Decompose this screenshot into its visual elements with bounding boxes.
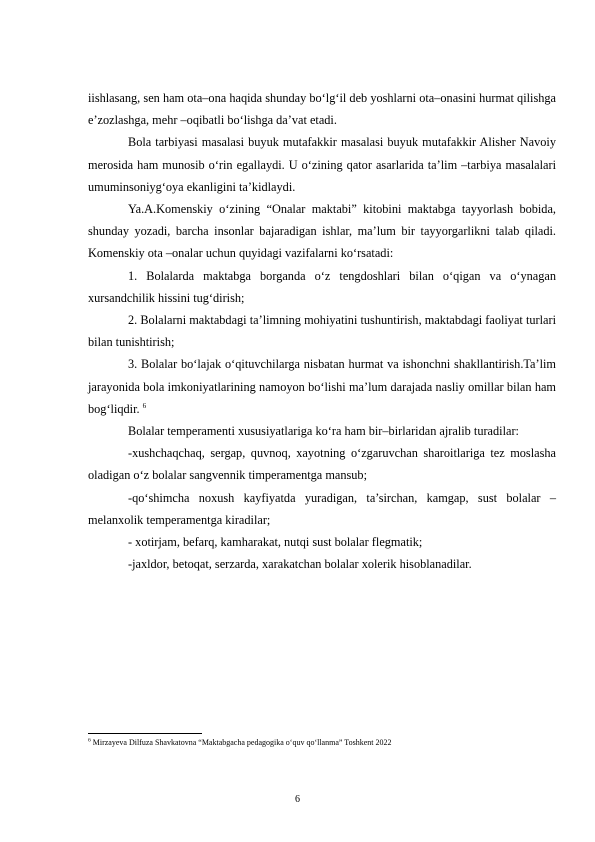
page-number: 6 xyxy=(295,794,300,805)
paragraph-6-text: 3. Bolalar bo‘lajak o‘qituvchilarga nisbatan hurmat va ishonchni shakllantirish.Ta’lim jarayonida bola imkoniyatlarining namoyon bo‘lishi ma’lum darajada nasliy omillar bilan ham bog‘liqdir. xyxy=(88,357,556,416)
paragraph-7: Bolalar temperamenti xususiyatlariga ko‘ra ham bir–birlaridan ajralib turadilar: xyxy=(128,424,519,439)
paragraph-3: Ya.A.Komenskiy o‘zining “Onalar maktabi” kitobini maktabga tayyorlash bobida, shunday yozadi, barcha insonlar bajaradigan ishlar, ma’lum bir tayyorgarlikni talab qiladi. Komenskiy ota –onalar uchun quyidagi vazifalarni ko‘rsatadi: xyxy=(88,202,556,261)
footnote-divider xyxy=(88,733,202,734)
paragraph-4: 1. Bolalarda maktabga borganda o‘z tengdoshlari bilan o‘qigan va o‘ynagan xursandchilik hissini tug‘dirish; xyxy=(88,268,556,305)
paragraph-11: -jaxldor, betoqat, serzarda, xarakatchan bolalar xolerik hisoblanadilar. xyxy=(128,557,472,572)
paragraph-5: 2. Bolalarni maktabdagi ta’limning mohiyatini tushuntirish, maktabdagi faoliyat turlari bilan tunishtirish; xyxy=(88,313,556,350)
footnote-mark: 6 xyxy=(88,737,91,744)
paragraph-10: - xotirjam, befarq, kamharakat, nutqi sust bolalar flegmatik; xyxy=(128,535,423,550)
paragraph-8: -xushchaqchaq, sergap, quvnoq, xayotning o‘zgaruvchan sharoitlariga tez moslasha oladigan o‘z bolalar sangvennik timperamentga mansub; xyxy=(88,446,556,483)
paragraph-2: Bola tarbiyasi masalasi buyuk mutafakkir masalasi buyuk mutafakkir Alisher Navoiy merosida ham munosib o‘rin egallaydi. U o‘zining qator asarlarida ta’lim –tarbiya masalalari umuminsoniyg‘oya ekanligini ta’kidlaydi. xyxy=(88,135,556,194)
paragraph-6 xyxy=(88,353,556,420)
footnote xyxy=(88,737,558,749)
paragraph-1: iishlasang, sen ham ota–ona haqida shunday bo‘lg‘il deb yoshlarni ota–onasini hurmat qilishga e’zozlashga, mehr –oqibatli bo‘lishga da’vat etadi. xyxy=(88,91,556,128)
page-body xyxy=(88,87,556,575)
footnote-reference[interactable]: 6 xyxy=(142,401,147,410)
footnote-text: Mirzayeva Dilfuza Shavkatovna “Maktabgacha pedagogika o‘quv qo‘llanma” Toshkent 2022 xyxy=(92,738,392,747)
paragraph-9: -qo‘shimcha noxush kayfiyatda yuradigan, ta’sirchan, kamgap, sust bolalar –melanxolik temperamentga kiradilar; xyxy=(88,490,556,527)
